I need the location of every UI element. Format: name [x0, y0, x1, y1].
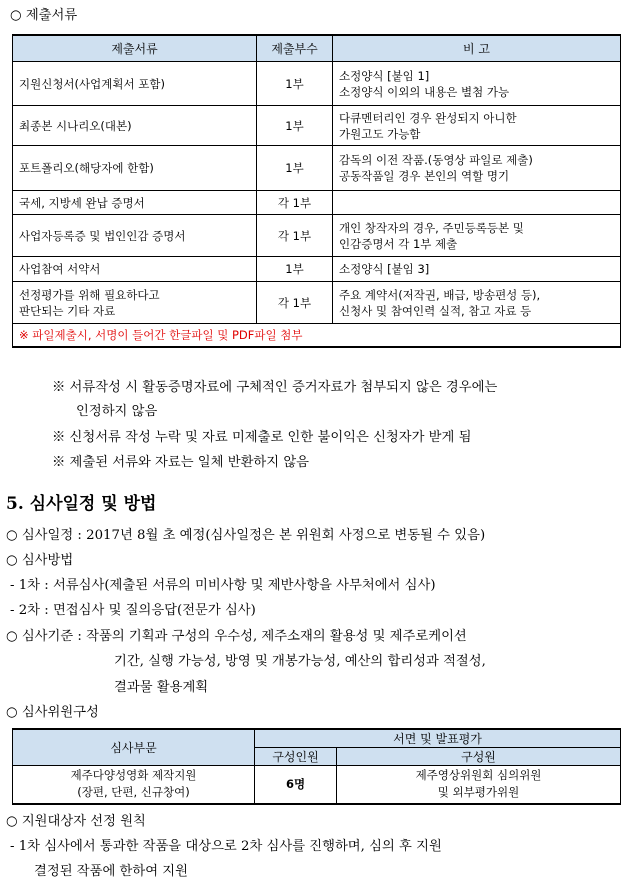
note-no-return: ※ 제출된 서류와 자료는 일체 반환하지 않음: [52, 455, 310, 470]
note-omission: ※ 신청서류 작성 누락 및 자료 미제출로 인한 불이익은 신청자가 받게 됨: [52, 430, 472, 445]
header-division: 심사부문: [13, 729, 255, 766]
table-row: [13, 191, 621, 215]
doc-note: [333, 215, 621, 257]
documents-heading: ○ 제출서류: [10, 8, 78, 23]
header-copies: 제출부수: [257, 35, 333, 62]
documents-table: [12, 34, 621, 348]
header-documents: 제출서류: [13, 35, 257, 62]
table-row: [13, 257, 621, 282]
doc-copies: 1부: [257, 62, 333, 106]
doc-note-line: 주요 계약서(저작권, 배급, 방송편성 등),: [339, 287, 541, 302]
doc-name: 최종본 시나리오(대본): [13, 106, 257, 146]
doc-name-line: 판단되는 기타 자료: [19, 303, 116, 318]
doc-note: [333, 62, 621, 106]
doc-note-line: 인감증명서 각 1부 제출: [339, 236, 458, 251]
doc-note: 소정양식 [붙임 3]: [333, 257, 621, 282]
doc-copies: 1부: [257, 106, 333, 146]
doc-note-line: 다큐멘터리인 경우 완성되지 아니한: [339, 110, 517, 125]
header-members: 구성인원: [255, 748, 337, 766]
doc-name: 포트폴리오(해당자에 한함): [13, 146, 257, 191]
review-committee-table: [12, 728, 621, 805]
review-criteria: ○ 심사기준 : 작품의 기획과 구성의 우수성, 제주소재의 활용성 및 제주로케이션: [6, 629, 467, 644]
review-method-first: - 1차 : 서류심사(제출된 서류의 미비사항 및 제반사항을 사무처에서 심사): [10, 578, 436, 593]
section-title: 5. 심사일정 및 방법: [6, 494, 157, 514]
review-composition-line: 제주영상위원회 심의위원: [415, 768, 542, 783]
header-remarks: 비 고: [333, 35, 621, 62]
review-table-header: [13, 729, 621, 748]
review-committee: ○ 심사위원구성: [6, 705, 99, 720]
table-row: [13, 282, 621, 324]
doc-note-line: 개인 창작자의 경우, 주민등록등본 및: [339, 220, 524, 235]
doc-note: [333, 146, 621, 191]
review-composition-line: 및 외부평가위원: [437, 785, 520, 800]
doc-note: [333, 106, 621, 146]
doc-name: [13, 282, 257, 324]
table-row: [13, 62, 621, 106]
doc-copies: 1부: [257, 146, 333, 191]
selection-principle: ○ 지원대상자 선정 원칙: [6, 814, 146, 829]
review-criteria-cont: 결과물 활용계획: [114, 680, 209, 695]
doc-note-line: 감독의 이전 작품.(동영상 파일로 제출): [339, 153, 533, 167]
doc-note-line: 가원고도 가능함: [339, 126, 421, 141]
note-evidence-cont: 인정하지 않음: [76, 404, 158, 419]
doc-note-line: 소정양식 이외의 내용은 별첨 가능: [339, 84, 510, 99]
documents-table-header: [13, 35, 621, 62]
table-row: [13, 766, 621, 804]
review-division: [13, 766, 255, 804]
doc-copies: 각 1부: [257, 215, 333, 257]
doc-copies: 각 1부: [257, 282, 333, 324]
table-row: [13, 146, 621, 191]
doc-name-line: 선정평가를 위해 필요하다고: [19, 287, 160, 302]
doc-note-line: 신청사 및 참여인력 실적, 참고 자료 등: [339, 303, 532, 318]
doc-name: 지원신청서(사업계획서 포함): [13, 62, 257, 106]
selection-line: - 1차 심사에서 통과한 작품을 대상으로 2차 심사를 진행하며, 심의 후 지원: [10, 839, 442, 854]
header-evaluation: 서면 및 발표평가: [255, 729, 621, 748]
table-row: [13, 106, 621, 146]
doc-name: 국세, 지방세 완납 증명서: [13, 191, 257, 215]
review-members: 6명: [255, 766, 337, 804]
table-footnote-row: [13, 324, 621, 348]
doc-note: [333, 282, 621, 324]
review-division-line: (장편, 단편, 신규창여): [77, 785, 190, 800]
selection-line-cont: 결정된 작품에 한하여 지원: [34, 864, 188, 879]
file-submission-footnote: ※ 파일제출시, 서명이 들어간 한글파일 및 PDF파일 첨부: [13, 324, 621, 348]
header-composition: 구성원: [337, 748, 621, 766]
table-row: [13, 215, 621, 257]
doc-copies: 각 1부: [257, 191, 333, 215]
doc-note-line: 소정양식 [붙임 1]: [339, 68, 430, 83]
doc-name: 사업참여 서약서: [13, 257, 257, 282]
review-criteria-cont: 기간, 실행 가능성, 방영 및 개봉가능성, 예산의 합리성과 적절성,: [114, 654, 486, 669]
doc-name: 사업자등록증 및 법인인감 증명서: [13, 215, 257, 257]
review-method: ○ 심사방법: [6, 553, 74, 568]
doc-note: [333, 191, 621, 215]
review-division-line: 제주다양성영화 제작지원: [70, 768, 197, 783]
review-schedule: ○ 심사일정 : 2017년 8월 초 예정(심사일정은 본 위원회 사정으로 변동될 수 있음): [6, 528, 486, 543]
note-evidence: ※ 서류작성 시 활동증명자료에 구체적인 증거자료가 첨부되지 않은 경우에는: [52, 380, 498, 395]
doc-note-line: 공동작품일 경우 본인의 역할 명기: [339, 169, 510, 183]
doc-copies: 1부: [257, 257, 333, 282]
review-composition: [337, 766, 621, 804]
review-method-second: - 2차 : 면접심사 및 질의응답(전문가 심사): [10, 603, 256, 618]
